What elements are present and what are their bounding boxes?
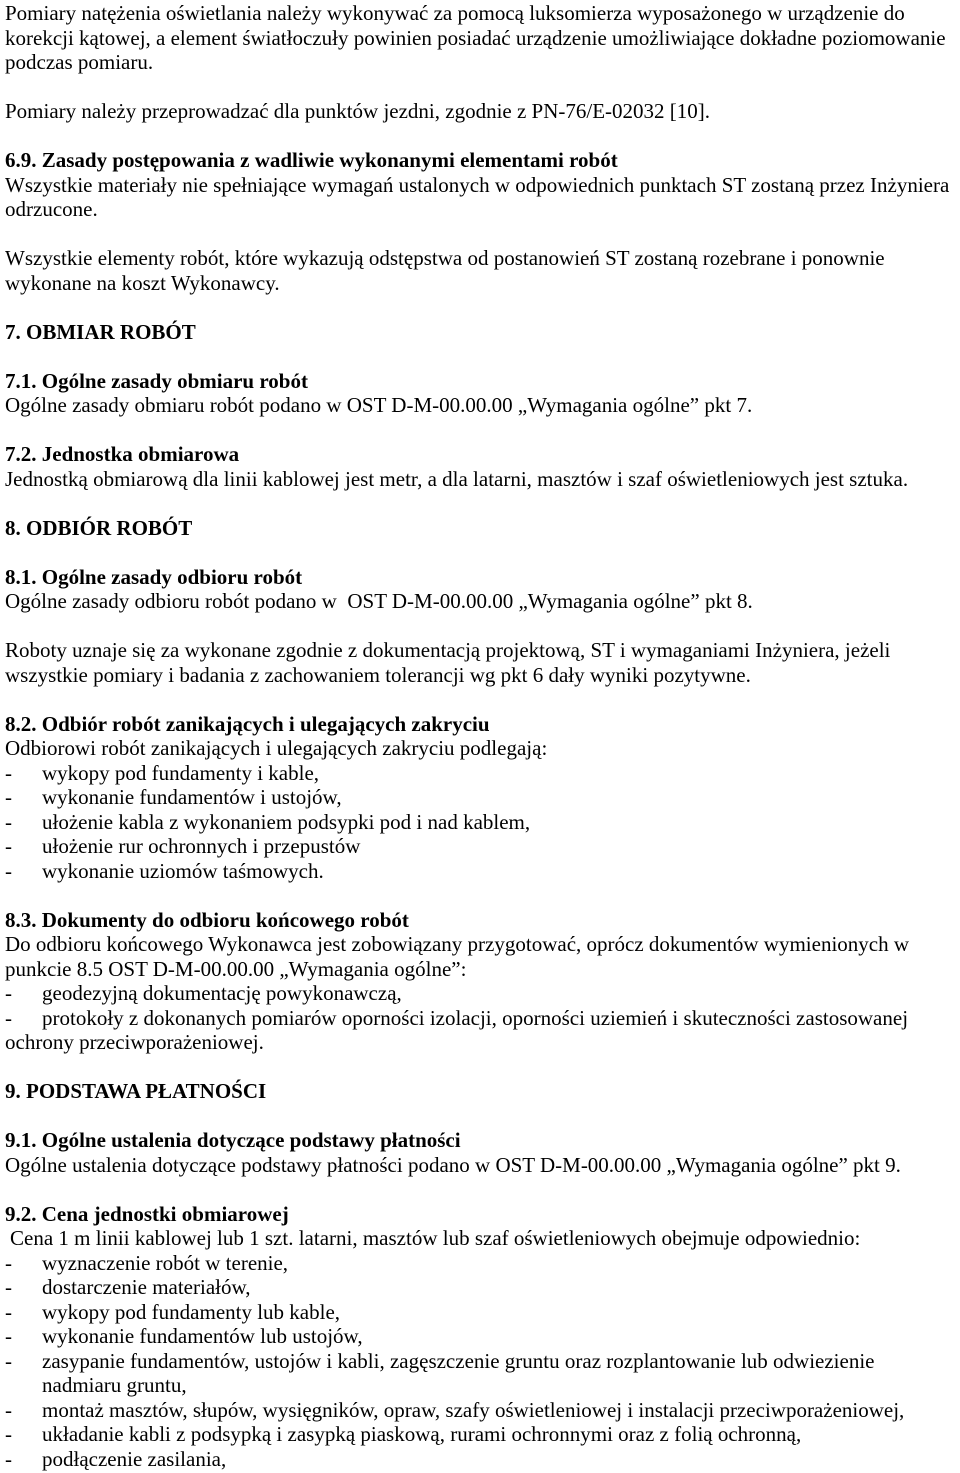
- list-item-text: wykopy pod fundamenty lub kable,: [42, 1299, 341, 1324]
- paragraph: [5, 589, 960, 614]
- paragraph-line: Jednostką obmiarową dla linii kablowej jest metr, a dla latarni, masztów i szaf oświetleniowych jest sztuka.: [5, 466, 909, 491]
- list-item: [5, 834, 960, 859]
- chapter-heading: 7. OBMIAR ROBÓT: [5, 319, 196, 344]
- list-item-text: geodezyjną dokumentację powykonawczą,: [42, 981, 402, 1005]
- section-8: [5, 516, 960, 541]
- list-marker: -: [5, 785, 12, 809]
- list-item-continuation: nadmiaru gruntu,: [42, 1373, 187, 1397]
- list-marker: -: [5, 1397, 12, 1422]
- list-item: [5, 1349, 960, 1398]
- list-item: [5, 810, 960, 835]
- list-item-text: wyznaczenie robót w terenie,: [42, 1250, 289, 1275]
- list-marker: -: [5, 1299, 12, 1324]
- paragraph-line: korekcji kątowej, a element światłoczuły powinien posiadać urządzenie umożliwiające dokładne poziomowanie: [5, 25, 946, 50]
- section-6-9: [5, 148, 960, 295]
- list-item: [5, 1422, 960, 1447]
- paragraph-line: Wszystkie elementy robót, które wykazują odstępstwa od postanowień ST zostaną rozebrane i ponownie: [5, 246, 885, 270]
- chapter-heading: 8. ODBIÓR ROBÓT: [5, 515, 193, 540]
- list-marker: -: [5, 760, 12, 785]
- section-8-1: [5, 565, 960, 688]
- list-marker: -: [5, 1348, 12, 1373]
- list-marker: -: [5, 1446, 12, 1471]
- list-item: [5, 1447, 960, 1472]
- list-item-text: ułożenie kabla z wykonaniem podsypki pod i nad kablem,: [42, 809, 531, 834]
- paragraph-line: Ogólne zasady obmiaru robót podano w OST D-M-00.00.00 „Wymagania ogólne” pkt 7.: [5, 393, 753, 417]
- list-item-text: wykonanie fundamentów lub ustojów,: [42, 1324, 363, 1348]
- list-intro-line: Do odbioru końcowego Wykonawca jest zobowiązany przygotować, oprócz dokumentów wymienionych w: [5, 932, 910, 956]
- list-intro-line: punkcie 8.5 OST D-M-00.00.00 „Wymagania ogólne”:: [5, 956, 467, 981]
- list-item-text: wykonanie uziomów taśmowych.: [42, 858, 324, 883]
- list-marker: -: [5, 1324, 12, 1348]
- list-marker: -: [5, 1275, 12, 1299]
- list-item: [5, 761, 960, 786]
- paragraph-line: Wszystkie materiały nie spełniające wymagań ustalonych w odpowiednich punktach ST zostaną przez Inżyniera: [5, 172, 950, 197]
- list-item: [5, 1006, 960, 1055]
- section-8-2: [5, 712, 960, 884]
- section-heading: 7.2. Jednostka obmiarowa: [5, 442, 240, 466]
- list-item: [5, 859, 960, 884]
- section-heading: 8.3. Dokumenty do odbioru końcowego robót: [5, 907, 409, 932]
- list-marker: -: [5, 809, 12, 834]
- list-item-text: protokoły z dokonanych pomiarów oporności izolacji, oporności uziemień i skuteczności zastosowanej: [42, 1005, 909, 1030]
- list-marker: -: [5, 1250, 12, 1275]
- paragraph: [5, 393, 960, 418]
- section-9-2: [5, 1202, 960, 1472]
- section-7-2: [5, 442, 960, 491]
- paragraph-line: wszystkie pomiary i badania z zachowaniem tolerancji wg pkt 6 dały wyniki pozytywne.: [5, 662, 751, 687]
- intro-block: [5, 1, 960, 124]
- list-intro-line: Cena 1 m linii kablowej lub 1 szt. latarni, masztów lub szaf oświetleniowych obejmuje odpowiednio:: [10, 1226, 861, 1250]
- section-heading: 9.1. Ogólne ustalenia dotyczące podstawy płatności: [5, 1128, 461, 1152]
- paragraph-line: Ogólne ustalenia dotyczące podstawy płatności podano w OST D-M-00.00.00 „Wymagania ogólne” pkt 9.: [5, 1152, 901, 1177]
- list-item: [5, 981, 960, 1006]
- bullet-list: [5, 1251, 960, 1472]
- section-7: [5, 320, 960, 345]
- list-item-text: montaż masztów, słupów, wysięgników, opraw, szafy oświetleniowej i instalacji przeciwporażeniowej,: [42, 1397, 905, 1422]
- list-item: [5, 1300, 960, 1325]
- paragraph-line: odrzucone.: [5, 197, 98, 221]
- section-9: [5, 1079, 960, 1104]
- paragraph-line: podczas pomiaru.: [5, 50, 154, 74]
- paragraph: [5, 467, 960, 492]
- paragraph-line: wykonane na koszt Wykonawcy.: [5, 270, 280, 295]
- list-item: [5, 1324, 960, 1349]
- chapter-heading: 9. PODSTAWA PŁATNOŚCI: [5, 1079, 267, 1103]
- paragraph: [5, 246, 960, 295]
- list-item-text: zasypanie fundamentów, ustojów i kabli, zagęszczenie gruntu oraz rozplantowanie lub odwiezienie: [42, 1348, 875, 1373]
- list-item: [5, 1275, 960, 1300]
- bullet-list: [5, 981, 960, 1055]
- section-heading: 9.2. Cena jednostki obmiarowej: [5, 1201, 289, 1226]
- section-heading: 7.1. Ogólne zasady obmiaru robót: [5, 368, 308, 393]
- section-9-1: [5, 1128, 960, 1177]
- section-heading: 8.2. Odbiór robót zanikających i ulegających zakryciu: [5, 711, 490, 736]
- list-item: [5, 785, 960, 810]
- paragraph-line: Pomiary natężenia oświetlania należy wykonywać za pomocą luksomierza wyposażonego w urządzenie do: [5, 1, 905, 25]
- list-marker: -: [5, 858, 12, 883]
- paragraph: [5, 99, 960, 124]
- list-item-text: dostarczenie materiałów,: [42, 1275, 251, 1299]
- list-intro-line: Odbiorowi robót zanikających i ulegających zakryciu podlegają:: [5, 736, 548, 760]
- section-heading: 6.9. Zasady postępowania z wadliwie wykonanymi elementami robót: [5, 148, 618, 172]
- list-item-text: ułożenie rur ochronnych i przepustów: [42, 834, 361, 858]
- paragraph-line: Roboty uznaje się za wykonane zgodnie z dokumentacją projektową, ST i wymaganiami Inżyniera, jeżeli: [5, 638, 891, 662]
- section-8-3: [5, 908, 960, 1055]
- list-item-text: układanie kabli z podsypką i zasypką piaskową, rurami ochronnymi oraz z folią ochronną,: [42, 1422, 802, 1446]
- list-marker: -: [5, 981, 12, 1005]
- list-item-continuation: ochrony przeciwporażeniowej.: [5, 1030, 264, 1054]
- paragraph-line: Pomiary należy przeprowadzać dla punktów jezdni, zgodnie z PN-76/E-02032 [10].: [5, 99, 711, 123]
- list-item: [5, 1251, 960, 1276]
- list-marker: -: [5, 834, 12, 858]
- list-item: [5, 1398, 960, 1423]
- paragraph-line: Ogólne zasady odbioru robót podano w OST D-M-00.00.00 „Wymagania ogólne” pkt 8.: [5, 589, 753, 613]
- paragraph: [5, 1153, 960, 1178]
- list-item-text: wykopy pod fundamenty i kable,: [42, 760, 320, 785]
- list-marker: -: [5, 1005, 12, 1030]
- paragraph: [5, 638, 960, 687]
- list-item-text: wykonanie fundamentów i ustojów,: [42, 785, 342, 809]
- list-item-text: podłączenie zasilania,: [42, 1446, 227, 1471]
- section-7-1: [5, 369, 960, 418]
- list-marker: -: [5, 1422, 12, 1446]
- section-heading: 8.1. Ogólne zasady odbioru robót: [5, 564, 303, 589]
- paragraph: [5, 173, 960, 222]
- paragraph: [5, 1, 960, 75]
- bullet-list: [5, 761, 960, 884]
